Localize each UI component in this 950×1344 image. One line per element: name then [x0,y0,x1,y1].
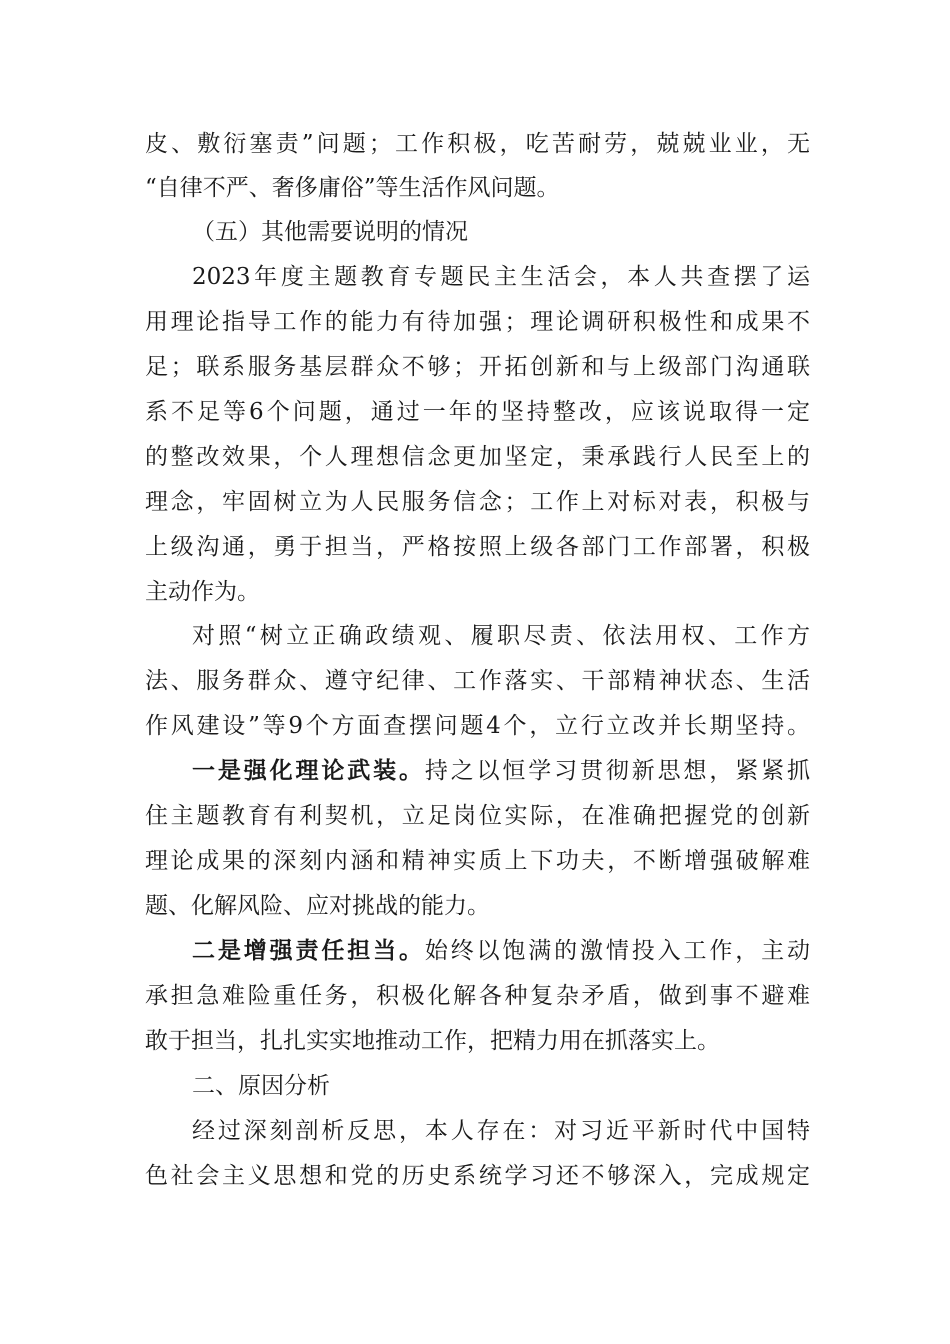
text-line: 系不足等6个问题，通过一年的坚持整改，应该说取得一定 [145,399,810,425]
text-line: 足；联系服务基层群众不够；开拓创新和与上级部门沟通联 [145,354,810,380]
text-run: 始终以饱满的激情投入工作，主动 [424,938,811,964]
text-line: 理论成果的深刻内涵和精神实质上下功夫，不断增强破解难 [145,848,810,874]
text-line: 对照“树立正确政绩观、履职尽责、依法用权、工作方 [192,623,810,649]
text-line: 的整改效果，个人理想信念更加坚定，秉承践行人民至上的 [145,444,810,470]
text-line: 题、化解风险、应对挑战的能力。 [145,893,490,919]
text-run: 持之以恒学习贯彻新思想，紧紧抓 [424,758,811,784]
bold-lead: 一是强化理论武装。 [192,757,425,784]
text-line: 住主题教育有利契机，立足岗位实际，在准确把握党的创新 [145,803,810,829]
text-line: 经过深刻剖析反思，本人存在：对习近平新时代中国特 [192,1118,810,1144]
text-line: 色社会主义思想和党的历史系统学习还不够深入，完成规定 [145,1163,810,1189]
bold-lead: 二是增强责任担当。 [192,937,425,964]
text-line [192,929,810,973]
text-line [192,749,810,793]
text-line: 皮、敷衍塞责”问题；工作积极，吃苦耐劳，兢兢业业，无 [145,131,810,157]
text-line: “自律不严、奢侈庸俗”等生活作风问题。 [145,175,560,201]
text-line: 2023年度主题教育专题民主生活会，本人共查摆了运 [192,264,810,290]
section-heading: 二、原因分析 [192,1073,330,1099]
text-line: 用理论指导工作的能力有待加强；理论调研积极性和成果不 [145,309,810,335]
text-line: 作风建设”等9个方面查摆问题4个，立行立改并长期坚持。 [145,713,810,739]
text-line: 法、服务群众、遵守纪律、工作落实、干部精神状态、生活 [145,668,810,694]
text-line: 承担急难险重任务，积极化解各种复杂矛盾，做到事不避难 [145,983,810,1009]
text-line: 敢于担当，扎扎实实地推动工作，把精力用在抓落实上。 [145,1028,720,1054]
text-line: 理念，牢固树立为人民服务信念；工作上对标对表，积极与 [145,489,810,515]
text-line: 主动作为。 [145,579,260,605]
section-heading: （五）其他需要说明的情况 [192,219,468,245]
text-line: 上级沟通，勇于担当，严格按照上级各部门工作部署，积极 [145,534,810,560]
